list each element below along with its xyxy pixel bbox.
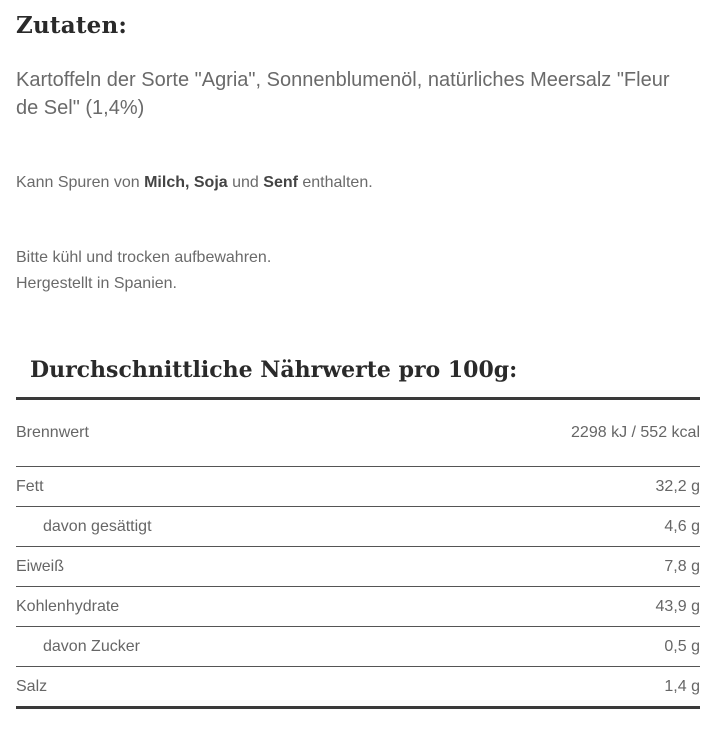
nutrient-label: Kohlenhydrate: [16, 587, 366, 627]
nutrition-heading: Durchschnittliche Nährwerte pro 100g:: [30, 357, 518, 383]
storage-instructions: Bitte kühl und trocken aufbewahren.: [16, 249, 272, 266]
nutrient-value: 0,5 g: [366, 627, 700, 667]
nutrient-value: 4,6 g: [366, 507, 700, 547]
nutrient-value: 43,9 g: [366, 587, 700, 627]
nutrition-table: [16, 397, 700, 709]
nutrient-label: Salz: [16, 677, 48, 695]
table-row: [16, 399, 700, 467]
table-row: [16, 627, 700, 667]
storage-info: [16, 245, 271, 297]
nutrient-value: 7,8 g: [366, 547, 700, 587]
table-row: [16, 587, 700, 627]
nutrient-sublabel: davon Zucker: [16, 627, 366, 667]
allergen-prefix: Kann Spuren von: [16, 174, 145, 191]
table-row: [16, 547, 700, 587]
allergen-milk: Milch: [144, 174, 185, 191]
allergen-separator-and: und: [227, 174, 264, 191]
allergen-mustard: Senf: [263, 174, 298, 191]
table-row: [16, 667, 700, 708]
table-row: [16, 507, 700, 547]
nutrient-sublabel: davon gesättigt: [16, 507, 366, 547]
nutrient-label: Eiweiß: [16, 547, 366, 587]
ingredients-heading: Zutaten:: [16, 12, 128, 39]
nutrient-label: Brennwert: [16, 399, 366, 467]
allergen-separator: ,: [184, 174, 194, 191]
nutrient-label: Fett: [16, 467, 366, 507]
table-row: [16, 467, 700, 507]
allergen-soy: Soja: [193, 174, 228, 191]
nutrient-value: 32,2 g: [366, 467, 700, 507]
allergen-suffix: enthalten.: [297, 174, 373, 191]
nutrient-value: 1,4 g: [664, 677, 700, 695]
allergen-notice: [16, 172, 373, 194]
nutrient-value: 2298 kJ / 552 kcal: [366, 399, 700, 467]
ingredients-text: Kartoffeln der Sorte "Agria", Sonnenblumenöl, natürliches Meersalz "Fleur de Sel" (1,4%): [16, 69, 670, 119]
country-of-origin: Hergestellt in Spanien.: [16, 275, 177, 292]
